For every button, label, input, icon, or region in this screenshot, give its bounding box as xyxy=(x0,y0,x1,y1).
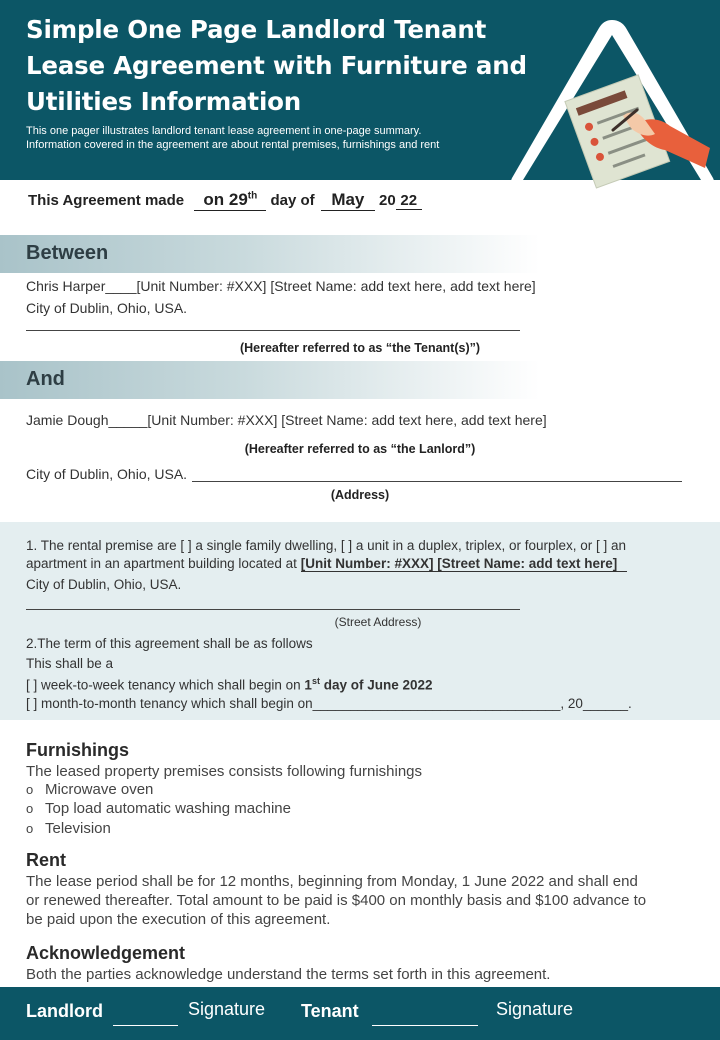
tenant-city-line: City of Dublin, Ohio, USA. xyxy=(26,300,188,316)
between-section-bar xyxy=(0,235,540,273)
title-line-1: Simple One Page Landlord Tenant xyxy=(26,15,487,44)
rent-line-3: be paid upon the execution of this agreement. xyxy=(26,911,331,928)
agreement-year-prefix: 20 xyxy=(379,192,396,209)
signature-footer xyxy=(0,987,720,1040)
bullet-marker: o xyxy=(26,821,34,836)
furnishing-item xyxy=(26,820,111,837)
furnishing-item-label: Microwave oven xyxy=(45,781,154,798)
bullet-marker: o xyxy=(26,801,34,816)
tenant-signature-label: Signature xyxy=(496,999,574,1019)
title-line-3: Utilities Information xyxy=(26,87,302,116)
page-subtitle xyxy=(26,124,496,152)
subtitle-line-2: Information covered in the agreement are about rental premises, furnishings and rent xyxy=(26,139,440,151)
subtitle-line-1: This one pager illustrates landlord tenant lease agreement in one-page summary. xyxy=(26,125,422,137)
street-address-label: (Street Address) xyxy=(334,615,422,629)
address-label: (Address) xyxy=(330,488,390,502)
weekly-text: [ ] week-to-week tenancy which shall begin on xyxy=(26,677,301,693)
landlord-address-line: Jamie Dough_____[Unit Number: #XXX] [Street Name: add text here, add text here] xyxy=(26,412,547,428)
premises-line-2 xyxy=(26,556,627,571)
agreement-day-field[interactable] xyxy=(194,190,266,211)
premises-line-2-text: apartment in an apartment building located at xyxy=(26,556,297,571)
agreement-day-of: day of xyxy=(270,192,315,209)
tenant-blank-line[interactable] xyxy=(26,330,520,331)
tenant-reference: (Hereafter referred to as “the Tenant(s)”) xyxy=(239,341,481,355)
agreement-day-sup: th xyxy=(247,190,258,202)
landlord-label: Landlord xyxy=(26,1001,103,1021)
agreement-prefix: This Agreement made xyxy=(28,192,185,209)
monthly-tenancy-option[interactable]: [ ] month-to-month tenancy which shall begin on_________________________________, 20______. xyxy=(26,696,632,711)
and-section-bar xyxy=(0,361,540,399)
premises-unit-field[interactable]: [Unit Number: #XXX] [Street Name: add text here] xyxy=(301,556,628,572)
furnishings-intro: The leased property premises consists following furnishings xyxy=(26,763,423,780)
landlord-address-blank[interactable] xyxy=(192,481,682,482)
landlord-reference: (Hereafter referred to as “the Lanlord”) xyxy=(244,442,476,456)
document-checklist-icon xyxy=(505,8,720,193)
term-line: 2.The term of this agreement shall be as follows xyxy=(26,636,313,651)
furnishing-item xyxy=(26,781,153,798)
furnishing-item xyxy=(26,800,291,817)
title-line-2: Lease Agreement with Furniture and xyxy=(26,51,527,80)
tenant-address-line: Chris Harper____[Unit Number: #XXX] [Street Name: add text here, add text here] xyxy=(26,278,536,294)
acknowledgement-text: Both the parties acknowledge understand the terms set forth in this agreement. xyxy=(26,966,551,983)
weekly-date: day of June 2022 xyxy=(323,677,433,693)
furnishing-item-label: Top load automatic washing machine xyxy=(45,800,291,817)
rent-line-1: The lease period shall be for 12 months, beginning from Monday, 1 June 2022 and shall end xyxy=(26,873,638,890)
premises-city-line: City of Dublin, Ohio, USA. xyxy=(26,577,182,592)
weekly-sup: st xyxy=(311,676,320,686)
rent-heading: Rent xyxy=(26,850,66,870)
acknowledgement-heading: Acknowledgement xyxy=(26,943,186,963)
furnishing-item-label: Television xyxy=(45,820,111,837)
landlord-signature-label: Signature xyxy=(188,999,266,1019)
agreement-date-row xyxy=(28,190,422,220)
bullet-marker: o xyxy=(26,782,34,797)
shall-be-line: This shall be a xyxy=(26,656,114,671)
page-title xyxy=(26,12,556,120)
agreement-month-field[interactable]: May xyxy=(321,190,375,211)
weekly-day: 1 xyxy=(304,677,312,693)
furnishings-heading: Furnishings xyxy=(26,740,129,760)
tenant-signature-line[interactable] xyxy=(372,1025,478,1026)
landlord-city-line: City of Dublin, Ohio, USA. xyxy=(26,466,188,482)
between-heading: Between xyxy=(26,242,109,264)
agreement-year-field[interactable]: 22 xyxy=(396,192,422,210)
tenant-label: Tenant xyxy=(301,1001,359,1021)
and-heading: And xyxy=(26,368,65,390)
premises-line-1: 1. The rental premise are [ ] a single family dwelling, [ ] a unit in a duplex, triplex, or fourplex, or [ ] an xyxy=(26,538,627,553)
street-address-blank[interactable] xyxy=(26,609,520,610)
agreement-day-value: on 29 xyxy=(203,190,248,209)
landlord-signature-line[interactable] xyxy=(113,1025,178,1026)
weekly-tenancy-option[interactable] xyxy=(26,676,433,693)
rent-line-2: or renewed thereafter. Total amount to be paid is $400 on monthly basis and $100 advance to xyxy=(26,892,647,909)
